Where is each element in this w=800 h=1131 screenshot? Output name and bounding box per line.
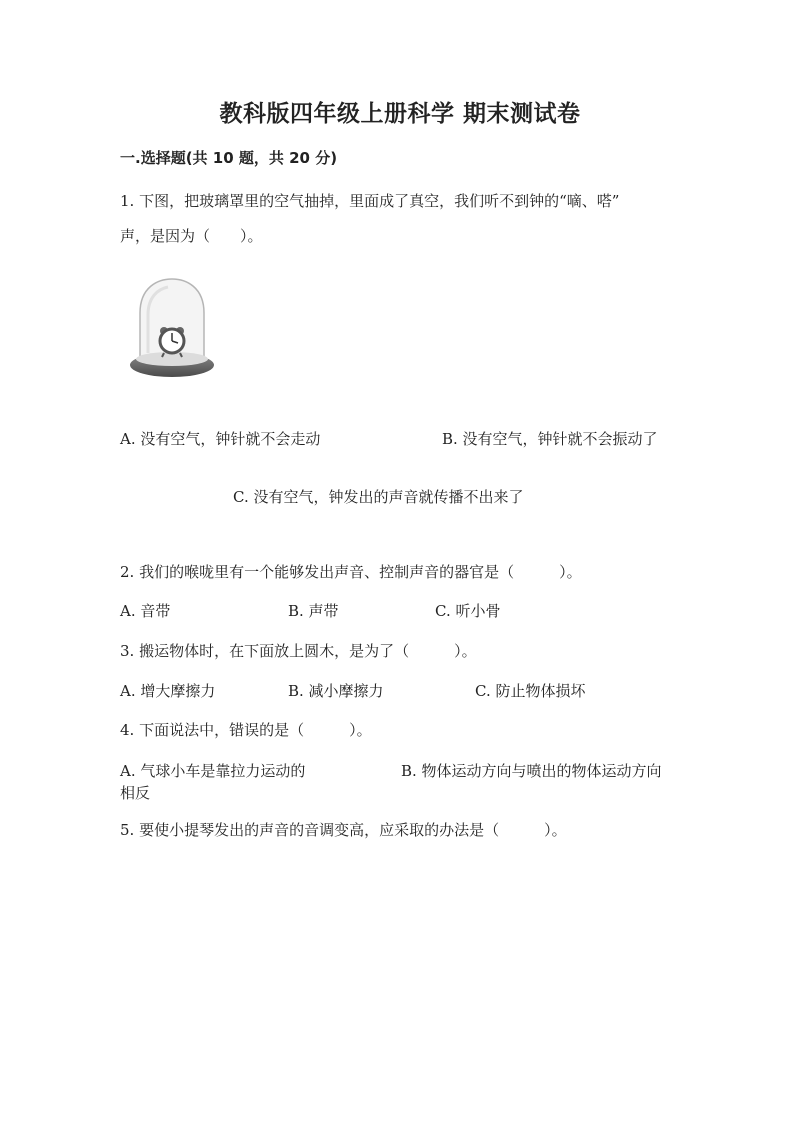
question-1-line-2: 声，是因为（ ）。 xyxy=(120,227,263,245)
question-4-text: 4. 下面说法中，错误的是（ ）。 xyxy=(120,721,372,739)
question-1-option-c: C. 没有空气，钟发出的声音就传播不出来了 xyxy=(233,488,524,506)
question-3-option-a: A. 增大摩擦力 xyxy=(120,682,216,700)
question-4-option-b-continuation: 相反 xyxy=(120,784,151,802)
question-3-option-c: C. 防止物体损坏 xyxy=(475,682,586,700)
question-3-option-b: B. 减小摩擦力 xyxy=(288,682,384,700)
question-2-option-c: C. 听小骨 xyxy=(435,602,501,620)
question-1-option-b: B. 没有空气，钟针就不会振动了 xyxy=(442,430,658,448)
question-4-option-b: B. 物体运动方向与喷出的物体运动方向 xyxy=(401,762,662,780)
section-heading: 一.选择题(共 10 题，共 20 分) xyxy=(120,149,338,167)
question-5-text: 5. 要使小提琴发出的声音的音调变高，应采取的办法是（ ）。 xyxy=(120,821,567,839)
question-2-option-b: B. 声带 xyxy=(288,602,339,620)
question-2-option-a: A. 音带 xyxy=(120,602,171,620)
question-3-text: 3. 搬运物体时，在下面放上圆木，是为了（ ）。 xyxy=(120,642,477,660)
question-4-option-a: A. 气球小车是靠拉力运动的 xyxy=(120,762,306,780)
page-title: 教科版四年级上册科学 期末测试卷 xyxy=(219,101,581,127)
question-1-line-1: 1. 下图，把玻璃罩里的空气抽掉，里面成了真空，我们听不到钟的“嘀、嗒” xyxy=(120,192,620,210)
question-1-option-a: A. 没有空气，钟针就不会走动 xyxy=(120,430,321,448)
question-2-text: 2. 我们的喉咙里有一个能够发出声音、控制声音的器官是（ ）。 xyxy=(120,563,582,581)
alarm-clock-bell-jar-icon xyxy=(120,273,216,385)
